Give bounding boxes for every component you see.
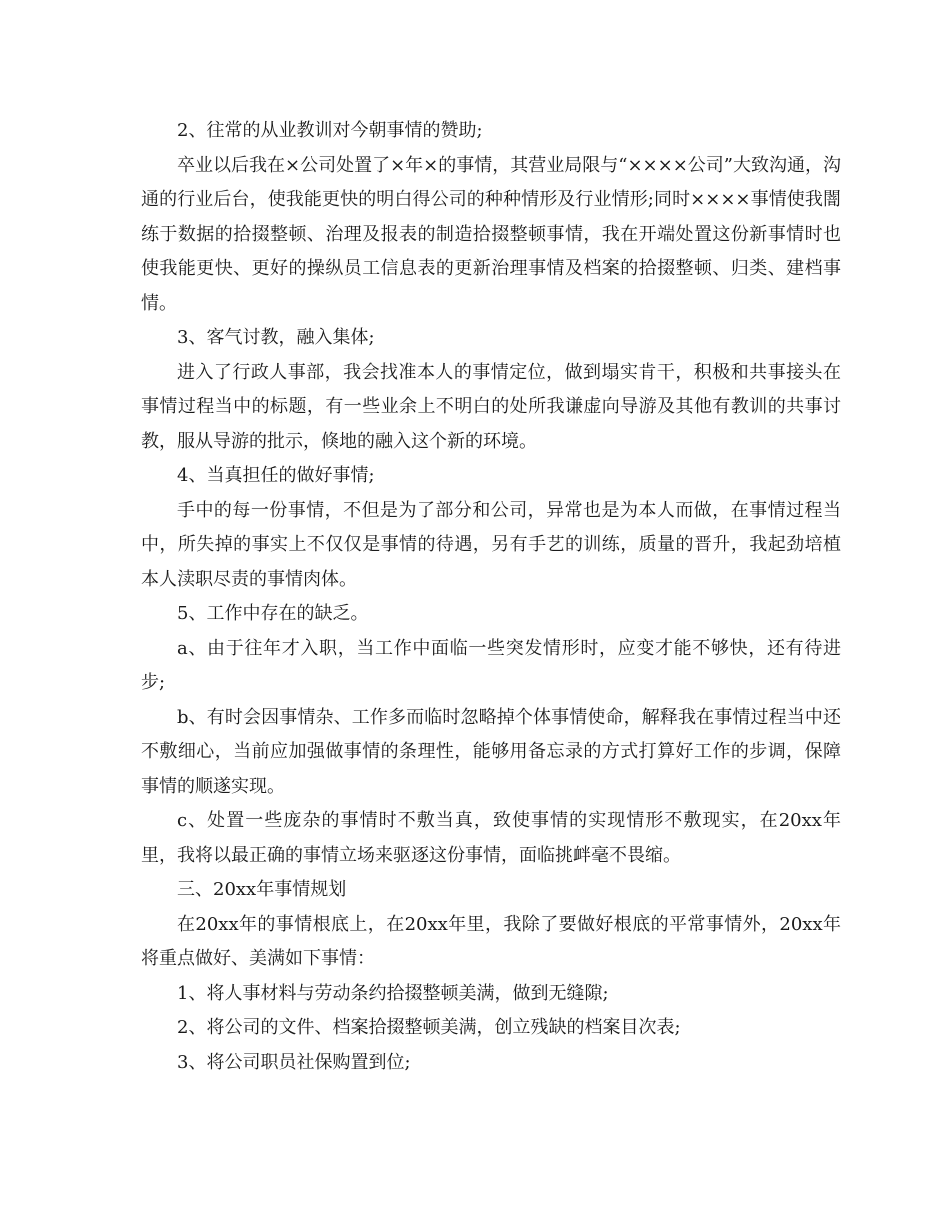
paragraph-shortcoming-b: b、有时会因事情杂、工作多而临时忽略掉个体事情使命，解释我在事情过程当中还不敷细心，当前应加强做事情的条理性，能够用备忘录的方式打算好工作的步调，保障事情的顺遂实现。 [141, 706, 841, 797]
paragraph-item-2-heading: 2、往常的从业教训对今朝事情的赞助; [177, 120, 483, 141]
paragraph-plan-item-1: 1、将人事材料与劳动条约拾掇整顿美满，做到无缝隙; [177, 982, 609, 1004]
paragraph-item-3-heading: 3、客气讨教，融入集体; [177, 327, 375, 348]
paragraph-plan-item-3: 3、将公司职员社保购置到位; [177, 1051, 411, 1073]
paragraph-team: 进入了行政人事部，我会找准本人的事情定位，做到塌实肯干，积极和共事接头在事情过程当中的标题，有一些业余上不明白的处所我谦虚向导游及其他有教训的共事讨教，服从导游的批示，倏地的融入这个新的环境。 [141, 361, 841, 452]
paragraph-responsibility: 手中的每一份事情，不但是为了部分和公司，异常也是为本人而做，在事情过程当中，所失掉的事实上不仅仅是事情的待遇，另有手艺的训练，质量的晋升，我起劲培植本人渎职尽责的事情肉体。 [141, 499, 841, 590]
paragraph-plan-intro: 在20xx年的事情根底上，在20xx年里，我除了要做好根底的平常事情外，20xx年将重点做好、美满如下事情： [141, 913, 841, 969]
paragraph-shortcoming-c: c、处置一些庞杂的事情时不敷当真，致使事情的实现情形不敷现实，在20xx年里，我将以最正确的事情立场来驱逐这份事情，面临挑衅毫不畏缩。 [141, 810, 841, 866]
paragraph-shortcoming-a: a、由于往年才入职，当工作中面临一些突发情形时，应变才能不够快，还有待进步; [141, 637, 841, 693]
paragraph-experience: 卒业以后我在×公司处置了×年×的事情，其营业局限与“××××公司”大致沟通，沟通的行业后台，使我能更快的明白得公司的种种情形及行业情形;同时××××事情使我闇练于数据的拾掇整顿、治理及报表的制造拾掇整顿事情，我在开端处置这份新事情时也使我能更快、更好的操纵员工信息表的更新治理事情及档案的拾掇整顿、归类、建档事情。 [141, 154, 841, 314]
paragraph-item-4-heading: 4、当真担任的做好事情; [177, 465, 375, 486]
paragraph-plan-item-2: 2、将公司的文件、档案拾掇整顿美满，创立残缺的档案目次表; [177, 1017, 681, 1038]
paragraph-item-5-heading: 5、工作中存在的缺乏。 [177, 603, 369, 624]
section-heading-plan: 三、20xx年事情规划 [177, 879, 347, 900]
document-body [141, 114, 841, 1080]
